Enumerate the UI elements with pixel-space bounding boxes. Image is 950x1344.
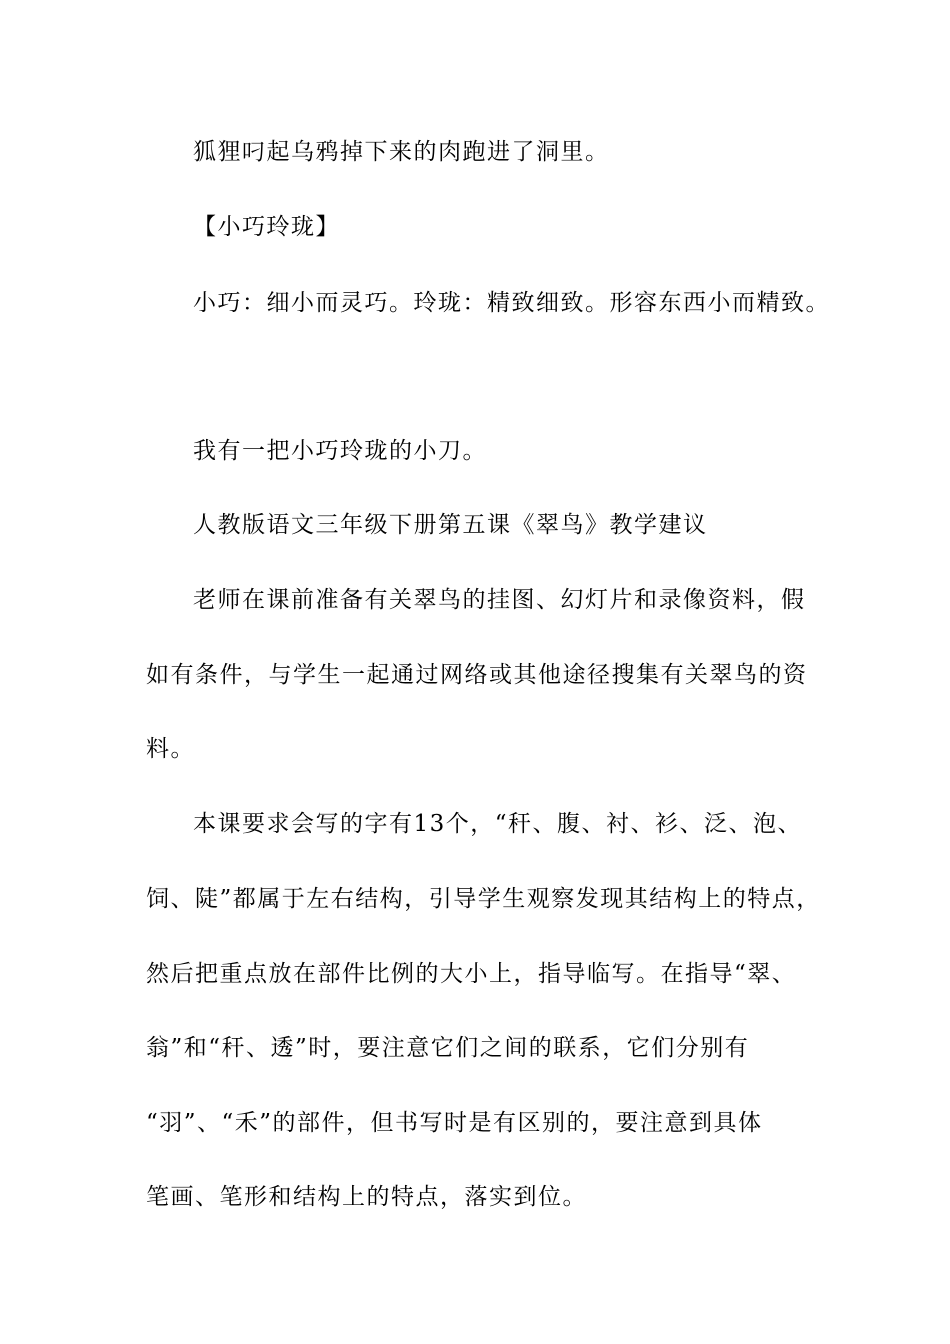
paragraph-writing-line-4: 翁”和“秆、透”时，要注意它们之间的联系，它们分别有 xyxy=(146,1035,750,1061)
paragraph-writing-line-5: “羽”、“禾”的部件，但书写时是有区别的，要注意到具体 xyxy=(146,1110,763,1136)
idiom-example-sentence: 我有一把小巧玲珑的小刀。 xyxy=(193,438,487,464)
paragraph-writing-line-2: 饲、陡”都属于左右结构，引导学生观察发现其结构上的特点， xyxy=(146,886,821,912)
paragraph-writing-line-6: 笔画、笔形和结构上的特点，落实到位。 xyxy=(146,1184,587,1210)
idiom-definition: 小巧：细小而灵巧。玲珑：精致细致。形容东西小而精致。 xyxy=(193,290,830,316)
paragraph-writing-line-1: 本课要求会写的字有13个，“秆、腹、衬、衫、泛、泡、 xyxy=(193,811,803,837)
paragraph-writing-line-3: 然后把重点放在部件比例的大小上，指导临写。在指导“翠、 xyxy=(146,961,797,987)
lesson-title: 人教版语文三年级下册第五课《翠鸟》教学建议 xyxy=(193,512,708,538)
paragraph-preparation-line-1: 老师在课前准备有关翠鸟的挂图、幻灯片和录像资料，假 xyxy=(193,587,806,613)
idiom-heading: 【小巧玲珑】 xyxy=(193,214,340,240)
paragraph-fox-sentence: 狐狸叼起乌鸦掉下来的肉跑进了洞里。 xyxy=(193,139,610,165)
paragraph-preparation-line-2: 如有条件，与学生一起通过网络或其他途径搜集有关翠鸟的资 xyxy=(146,662,808,688)
paragraph-preparation-line-3: 料。 xyxy=(146,736,195,762)
